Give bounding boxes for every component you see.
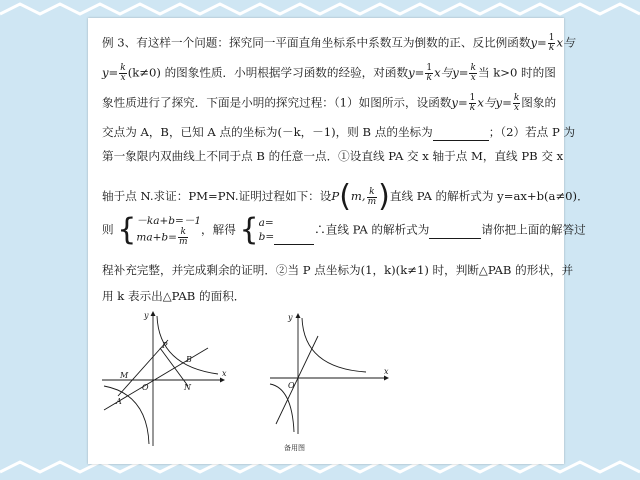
fraction [548,34,556,53]
text: 图象的 [521,95,557,110]
y-axis-arrow [296,313,301,318]
text: 第一象限内双曲线上不同于点 B 的任意一点．①设直线 PA 交 x 轴于点 M，直线 PB 交 x [102,149,564,163]
right-paren: ) [378,179,390,214]
denominator: k [426,73,432,83]
label-x: x [384,367,389,376]
y-axis-arrow [151,311,156,316]
numerator: 1 [548,33,555,43]
text: 交点为 A，B，已知 A 点的坐标为(－k，－1)，则 B 点的坐标为 [102,125,433,139]
text: x与 [556,35,575,50]
text: 直线 PA 的解析式为 y=ax+b(a≠0)． [389,189,589,203]
denominator: x [470,73,476,83]
x-axis-arrow [220,378,225,383]
text: 象性质进行了探究．下面是小明的探究过程：（1）如图所示，设函数 [102,95,452,110]
problem-line-7 [102,214,586,254]
answer-blank[interactable] [274,230,314,245]
text: 请你把上面的解答过 [481,222,586,237]
problem-line-9 [102,288,245,304]
numerator: 1 [469,93,476,103]
problem-line-6 [102,179,589,214]
problem-line-8 [102,262,573,278]
label-a: A [116,397,122,406]
text: (k≠0) 的图象性质．小明根据学习函数的经验，对函数 [127,65,409,80]
fraction [425,64,433,83]
solution-a: a= [258,217,274,229]
problem-line-5 [102,148,563,164]
label-m: M [120,371,129,380]
fraction [469,64,476,83]
numerator: k [470,63,476,73]
label-y: y [288,313,293,322]
text: ；（2）若点 P 为 [488,125,576,139]
problem-line-2 [102,64,556,83]
problem-line-3 [102,94,556,113]
numerator: k [367,188,378,198]
problem-card [88,18,589,464]
text: P [331,189,340,203]
fraction [119,64,126,83]
denominator: x [120,73,126,83]
line-y-x-over-k [276,336,318,424]
solution-system [259,216,315,245]
text: x与 [477,95,496,110]
fraction [178,228,189,247]
left-paren: ( [339,179,351,214]
figure-1 [98,308,238,458]
answer-blank[interactable] [433,124,489,141]
denominator: m [367,196,377,207]
equation-2 [136,228,201,247]
fraction [469,94,477,113]
equation-1: －ka+b=－1 [136,215,202,227]
text: 程补充完整，并完成剩余的证明．②当 P 点坐标为(1，k)(k≠1) 时，判断△PAB 的形状，并 [102,263,574,277]
text: y= [452,65,469,80]
text: y= [408,65,425,80]
label-o: O [142,383,149,392]
numerator: 1 [426,63,433,73]
fraction [513,94,520,113]
text: 当 k>0 时的图 [477,65,556,80]
hyperbola-branch-1 [302,318,366,372]
text: 轴于点 N.求证：PM=PN.证明过程如下：设 [102,189,332,203]
text: 用 k 表示出△PAB 的面积． [102,289,246,303]
text: 例 3、有这样一个问题：探究同一平面直角坐标系中系数互为倒数的正、反比例函数 [102,35,531,50]
figure-2 [266,308,406,458]
problem-line-1 [102,34,575,53]
solution-brace: { [239,212,259,248]
figure-caption: 备用图 [284,444,305,452]
hyperbola-branch-3 [270,384,294,432]
text: 则 [102,222,114,237]
denominator: k [548,43,555,53]
answer-blank[interactable] [429,222,481,239]
hyperbola-branch-3 [104,386,149,444]
text: m, [350,189,366,203]
denominator: x [514,103,520,113]
label-o: O [288,381,295,390]
label-p: P [162,341,168,350]
x-axis-arrow [384,376,389,381]
text: x与 [434,65,453,80]
text: y= [451,95,468,110]
text: ，解得 [201,222,236,237]
label-b: B [186,355,192,364]
text: b= [258,231,275,243]
denominator: k [469,103,476,113]
numerator: k [120,63,126,73]
solution-b [259,230,315,245]
text: ma+b= [136,231,177,244]
text: ∴直线 PA 的解析式为 [314,222,430,237]
label-n: N [184,383,191,392]
denominator: m [178,237,188,247]
numerator: k [178,228,189,238]
text: y= [495,95,512,110]
numerator: k [513,93,520,103]
text: y= [530,35,547,50]
equation-system [136,214,201,247]
text: y= [102,65,119,80]
label-y: y [144,311,149,320]
problem-line-4 [102,124,575,141]
fraction [367,188,378,207]
label-x: x [222,369,227,378]
system-brace: { [117,212,137,248]
